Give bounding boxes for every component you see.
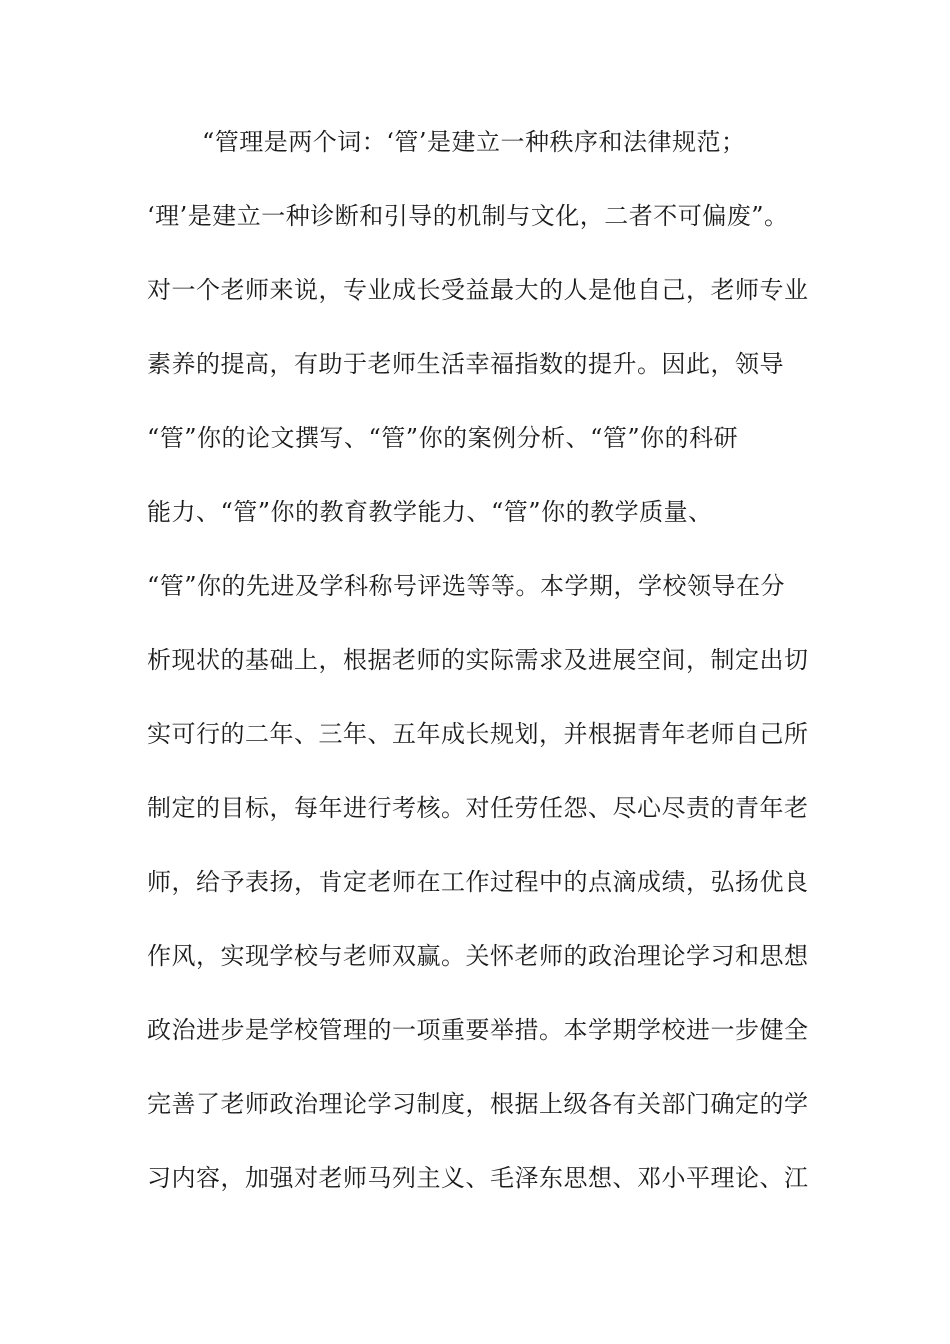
text-line: ‘理’是建立一种诊断和引导的机制与文化，二者不可偏废”。 [147, 202, 789, 230]
body-paragraph [147, 122, 827, 1232]
text-line: “管”你的先进及学科称号评选等等。本学期，学校领导在分 [147, 572, 786, 600]
text-line: 政治进步是学校管理的一项重要举措。本学期学校进一步健全 [147, 1016, 809, 1044]
text-line: 制定的目标，每年进行考核。对任劳任怨、尽心尽责的青年老 [147, 794, 809, 822]
text-line: 能力、“管”你的教育教学能力、“管”你的教学质量、 [147, 498, 713, 526]
text-line: 析现状的基础上，根据老师的实际需求及进展空间，制定出切 [147, 646, 809, 674]
text-line: 对一个老师来说，专业成长受益最大的人是他自己，老师专业 [147, 276, 809, 304]
text-line: 素养的提高，有助于老师生活幸福指数的提升。因此，领导 [147, 350, 784, 378]
text-line: 作风，实现学校与老师双赢。关怀老师的政治理论学习和思想 [147, 942, 809, 970]
text-line: 实可行的二年、三年、五年成长规划，并根据青年老师自己所 [147, 720, 809, 748]
text-line: 完善了老师政治理论学习制度，根据上级各有关部门确定的学 [147, 1090, 809, 1118]
text-line: 师，给予表扬，肯定老师在工作过程中的点滴成绩，弘扬优良 [147, 868, 809, 896]
text-line: “管理是两个词：‘管’是建立一种秩序和法律规范； [202, 128, 746, 156]
text-line: 习内容，加强对老师马列主义、毛泽东思想、邓小平理论、江 [147, 1164, 809, 1192]
text-line: “管”你的论文撰写、“管”你的案例分析、“管”你的科研 [147, 424, 739, 452]
